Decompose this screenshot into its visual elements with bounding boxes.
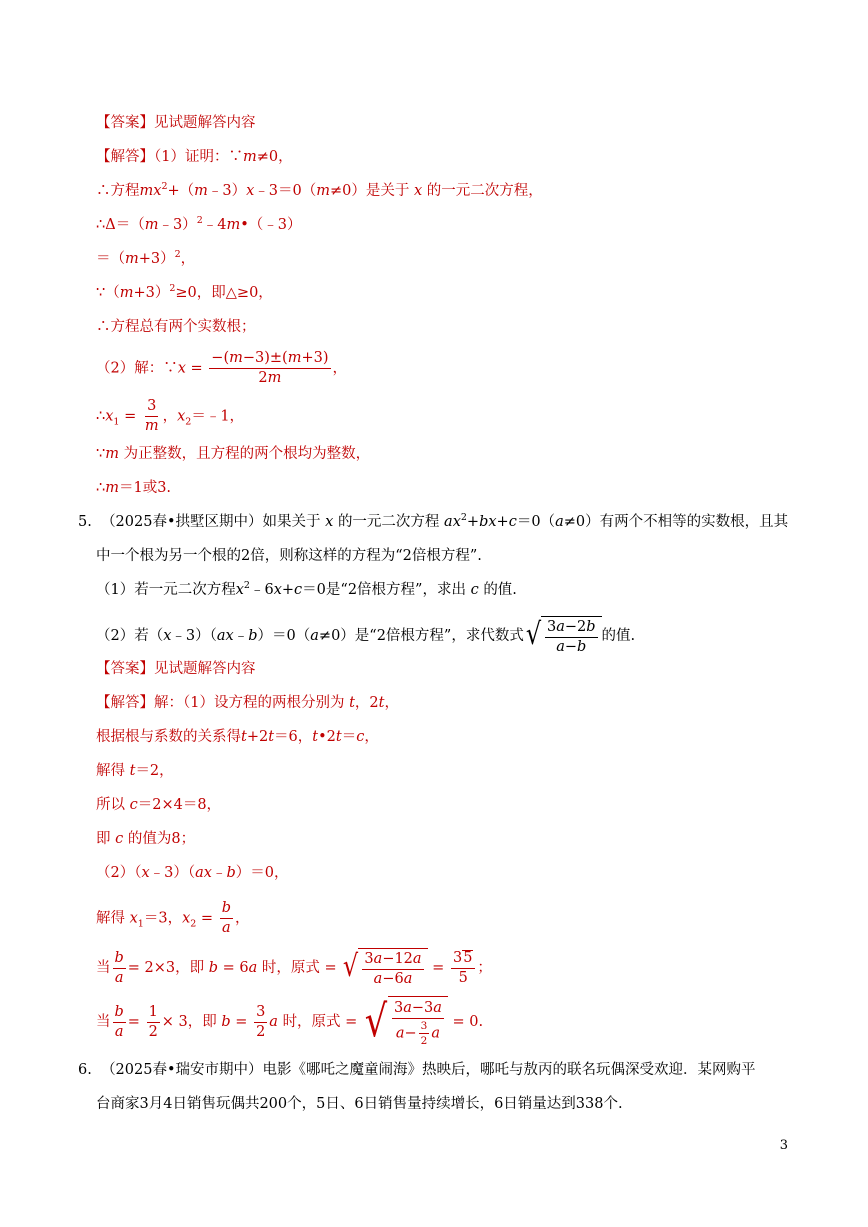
q6-stem-line-2: 台商家3月4日销售玩偶共200个，5日、6日销售量持续增长，6日销量达到338个.	[96, 1096, 623, 1112]
q5-solution-line-1: 【解答】解：（1）设方程的两根分别为 t，2t，	[96, 695, 399, 711]
q5-part-1: （1）若一元二次方程$x^2﹣6x+c=0$是“2倍根方程”，求出 c 的值.	[96, 580, 517, 598]
answer-label: 【答案】	[96, 115, 154, 131]
q4-solution-line-8: $\therefore x_1$ = $\frac{3}{m}$ ，$x_2=﹣1$，	[96, 398, 245, 434]
q4-solution-line-3: ∴Δ＝（m﹣3）$^2$﹣4m•（﹣3）	[96, 215, 302, 233]
q6-number: 6.	[78, 1062, 92, 1078]
q4-solution-line-9: ∵m 为正整数，且方程的两个根均为整数，	[96, 446, 371, 462]
solution-label: 【解答】	[96, 149, 154, 165]
q5-source: （2025春•拱墅区期中）	[101, 514, 263, 530]
q5-solution-line-7: 解得 $x_1=3$，$x_2$ = $\frac{b}{a}$ ，	[96, 900, 250, 936]
radical-expression: √ $\frac{3a-2b}{a-b}$	[524, 616, 602, 656]
q6-source: （2025春•瑞安市期中）	[101, 1062, 263, 1078]
page-number: 3	[779, 1138, 788, 1153]
root-formula-fraction: $\frac{-(m-3)\pm(m+3)}{2m}$	[211, 350, 329, 386]
q5-answer-line: 【答案】见试题解答内容	[96, 661, 256, 677]
q4-solution-line-2: ∴方程$mx^2+(m﹣3)x﹣3=0(m\ne 0)$是关于 x 的一元二次方程，	[96, 181, 543, 199]
q5-number: 5.	[78, 514, 92, 530]
q5-solution-line-8: 当 $\frac{b}{a}$ = 2×3，即 b = 6a 时，原式 = √ $\frac{3a-12a}{a-6a}$ = $\frac{35}{5}$ ；	[96, 949, 492, 987]
q5-solution-line-5: 即 c 的值为8；	[96, 831, 196, 847]
q5-stem-line-2: 中一个根为另一个根的2倍，则称这样的方程为“2倍根方程”.	[96, 548, 482, 564]
q5-part-2: （2）若（x﹣3）（ax﹣b）＝0（a≠0）是“2倍根方程”，求代数式 √ $\frac{3a-2b}{a-b}$ 的值.	[96, 617, 636, 655]
q4-solution-line-5: $\because(m+3)^2\ge 0$，即△≥0，	[96, 283, 273, 301]
q5-solution-line-9: 当 $\frac{b}{a}$ = $\frac{1}{2}$ × 3，即 b = $\frac{3}{2}$ a 时，原式 = √ 3a−3a a− $\frac{3}{2}$ a = 0.	[96, 996, 484, 1047]
q6-stem-line-1: 6. （2025春•瑞安市期中）电影《哪吒之魔童闹海》热映后，哪吒与敖丙的联名玩偶深受欢迎．某网购平	[78, 1062, 756, 1078]
q4-solution-line-7: （2）解：∵x = $\frac{-(m-3)\pm(m+3)}{2m}$ ，	[96, 350, 347, 386]
answer-line-q4	[96, 113, 256, 133]
q5-stem-line-1: 5. （2025春•拱墅区期中）如果关于 x 的一元二次方程 $ax^2+bx+c=0(a\ne 0)$有两个不相等的实数根，且其	[78, 512, 789, 530]
q5-solution-line-3: 解得 t＝2，	[96, 763, 174, 779]
q5-solution-line-4: 所以 c＝2×4＝8，	[96, 797, 222, 813]
q5-solution-line-6: （2）（x﹣3）（ax﹣b）＝0，	[96, 865, 289, 881]
q4-solution-line-1: 【解答】（1）证明：∵m≠0，	[96, 149, 293, 165]
answer-text: 见试题解答内容	[154, 115, 256, 131]
q4-solution-line-10: ∴m＝1或3.	[96, 480, 172, 496]
q5-solution-line-2: 根据根与系数的关系得t+2t＝6，t•2t＝c，	[96, 729, 379, 745]
q4-solution-line-6: ∴方程总有两个实数根；	[96, 319, 256, 335]
q4-solution-line-4: $=(m+3)^2$，	[96, 249, 196, 267]
